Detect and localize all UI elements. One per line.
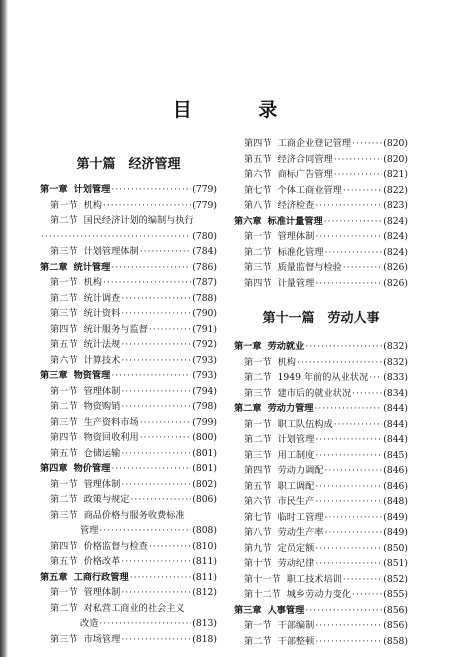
entry-title: 工商企业登记管理 [277,138,352,149]
entry-page-number: (784) [192,246,217,257]
section-entry[interactable] [40,632,217,648]
entry-page-number: (844) [383,434,408,445]
entry-title: 统计资料 [83,308,121,319]
leader-dots [315,229,382,245]
section-entry[interactable] [234,417,408,433]
section-entry[interactable] [40,353,217,369]
leader-dots [315,494,382,510]
entry-title: 价格监督与检查 [83,540,148,552]
entry-page-number: (848) [383,496,408,507]
chapter-entry[interactable] [234,214,408,230]
entry-page-number: (787) [192,277,217,288]
entry-label: 第二节 [50,292,78,304]
entry-page-number: (844) [383,403,408,414]
leader-dots [121,632,191,648]
entry-title: 管理体制 [277,231,315,242]
entry-label: 第四节 [50,432,78,443]
section-entry[interactable] [40,508,217,524]
section-entry[interactable] [234,198,408,214]
entry-page-number: (826) [383,277,408,289]
section-entry[interactable] [40,306,217,322]
entry-page-number: (802) [192,478,217,490]
section-entry[interactable] [40,585,217,601]
leader-dots [121,585,191,601]
section-entry[interactable] [234,448,408,464]
entry-page-number: (812) [192,587,217,598]
entry-title: 干部编制 [277,620,315,631]
section-entry[interactable] [234,510,408,526]
chapter-entry[interactable] [40,260,217,276]
entry-label: 第五章 [40,571,68,583]
entry-label: 第四节 [50,323,78,335]
entry-title: 市场管理 [83,633,121,645]
entry-page-number: (810) [192,540,217,552]
entry-label: 第三节 [50,633,78,645]
leader-dots [325,510,383,526]
entry-page-number: (811) [192,556,217,567]
entry-label: 第五节 [50,556,78,567]
leader-dots [111,260,191,276]
entry-label: 第五节 [50,447,78,459]
section-entry[interactable] [40,291,217,307]
leader-dots [140,415,192,431]
leader-dots [343,260,382,276]
section-entry[interactable] [40,477,217,493]
entry-title: 干部整顿 [277,635,315,647]
entry-label: 第十节 [244,558,272,569]
entry-title: 计量管理 [277,277,315,289]
entry-page-number: (849) [383,511,408,523]
section-entry[interactable] [234,432,408,448]
entry-title: 机构 [83,277,102,288]
entry-page-number: (821) [383,169,408,180]
entry-label: 第六章 [234,215,262,227]
entry-page-number: (780) [192,230,217,242]
entry-continuation[interactable] [40,229,217,245]
entry-title: 经济检查 [277,200,315,211]
entry-label: 第一节 [244,620,272,631]
section-entry[interactable] [40,322,217,338]
entry-title: 管理体制 [83,478,121,490]
entry-label: 第二节 [244,635,272,647]
entry-title: 质量监督与检验 [277,262,342,273]
leader-dots [343,183,382,199]
entry-label: 第二节 [50,215,78,226]
entry-label: 第二节 [244,246,272,258]
entry-page-number: (851) [383,558,408,569]
chapter-entry[interactable] [40,182,217,198]
entry-label: 第十一节 [244,573,281,585]
entry-label: 第二节 [50,401,78,412]
entry-label: 第二章 [40,261,68,273]
leader-dots [121,291,191,307]
entry-title: 物资购销 [83,401,121,412]
section-entry[interactable] [234,370,408,386]
entry-page-number: (846) [383,480,408,492]
leader-dots [140,430,192,446]
entry-title: 个体工商业管理 [277,184,342,196]
entry-title: 物价管理 [73,463,111,474]
entry-page-number: (856) [383,620,408,631]
entry-label: 第二节 [50,494,78,505]
entry-title: 计划管理体制 [83,246,139,257]
chapter-entry[interactable] [234,603,408,619]
entry-title: 管理体制 [83,587,121,598]
leader-dots [315,556,382,572]
leader-dots [111,461,191,477]
leader-dots [315,401,383,417]
entry-label: 第五节 [244,153,272,165]
entry-page-number: (849) [383,527,408,538]
entry-page-number: (813) [192,618,217,629]
leader-dots [305,339,382,355]
leader-dots [315,634,382,650]
section-entry[interactable] [40,492,217,508]
entry-page-number: (788) [192,292,217,304]
entry-page-number: (791) [192,323,217,335]
section-entry[interactable] [234,494,408,510]
entry-label: 第三节 [50,246,78,257]
entry-page-number: (822) [383,184,408,196]
leader-dots [315,479,382,495]
leader-dots [352,386,382,402]
section-entry[interactable] [234,355,408,371]
entry-title: 计划管理 [277,434,315,445]
leader-dots [103,198,191,214]
entry-label: 第八节 [244,527,272,538]
entry-page-number: (786) [192,261,217,273]
leader-dots [103,275,191,291]
entry-title: 物资管理 [73,370,111,381]
entry-title: 统计法规 [83,339,121,350]
section-entry[interactable] [234,167,408,183]
entry-title: 商标广告管理 [277,169,333,180]
entry-page-number: (779) [192,184,217,195]
entry-title: 劳动纪律 [277,558,315,569]
entry-page-number: (792) [192,339,217,350]
entry-page-number: (832) [383,356,408,368]
chapter-entry[interactable] [40,461,217,477]
part-heading: 第十篇 经济管理 [76,157,181,172]
entry-title: 人事管理 [267,604,305,616]
leader-dots [149,322,191,338]
entry-page-number: (790) [192,308,217,319]
leader-dots [121,399,191,415]
entry-title: 生产资料市场 [83,416,139,428]
leader-dots [352,587,382,603]
section-entry[interactable] [40,446,217,462]
entry-title: 商品价格与服务收费标准 [83,509,185,521]
entry-label: 第一节 [244,418,272,430]
entry-page-number: (833) [383,372,408,383]
entry-label: 第十二节 [244,589,281,600]
entry-page-number: (826) [383,262,408,273]
entry-page-number: (798) [192,401,217,412]
leader-dots [315,618,382,634]
entry-page-number: (824) [383,215,408,227]
section-entry[interactable] [234,479,408,495]
entry-page-number: (799) [192,416,217,428]
entry-label: 第八节 [244,200,272,211]
section-entry[interactable] [234,229,408,245]
entry-title: 管理 [80,525,99,536]
entry-page-number: (824) [383,246,408,258]
leader-dots [324,214,383,230]
entry-page-number: (824) [383,231,408,242]
entry-label: 第一节 [244,356,272,368]
entry-continuation[interactable] [40,616,217,632]
section-entry[interactable] [40,244,217,260]
entry-page-number: (845) [383,449,408,461]
entry-label: 第七节 [244,184,272,196]
entry-label: 第六节 [50,354,78,366]
entry-title: 市民生产 [277,496,315,507]
toc-left-column [40,148,217,647]
section-entry[interactable] [40,601,217,617]
entry-label: 第三节 [244,449,272,461]
entry-label: 第六节 [244,496,272,507]
leader-dots [121,337,191,353]
entry-title: 城乡劳动力变化 [286,589,352,600]
toc-title: 目 录 [172,99,308,121]
entry-page-number: (820) [383,138,408,149]
entry-title: 统计服务与监督 [83,323,148,335]
entry-page-number: (806) [192,494,217,505]
entry-title: 职工调配 [277,480,315,492]
entry-page-number: (844) [383,418,408,430]
entry-title: 标准化管理 [277,246,324,258]
leader-dots [305,603,382,619]
entry-page-number: (793) [192,370,217,381]
leader-dots [140,244,192,260]
section-entry[interactable] [40,213,217,229]
entry-label: 第四节 [244,138,272,149]
entry-label: 第三节 [50,308,78,319]
entry-title: 劳动生产率 [277,527,324,538]
leader-dots [121,477,191,493]
leader-dots [121,554,191,570]
entry-page-number: (850) [383,542,408,554]
leader-dots [41,229,191,245]
entry-page-number: (820) [383,153,408,165]
leader-dots [111,182,191,198]
entry-label: 第二章 [234,403,262,414]
entry-label: 第一节 [50,277,78,288]
entry-title: 国民经济计划的编制与执行 [83,215,194,226]
entry-title: 管理体制 [83,385,121,397]
section-entry[interactable] [40,198,217,214]
section-entry[interactable] [40,337,217,353]
entry-label: 第六节 [244,169,272,180]
entry-title: 政策与规定 [83,494,130,505]
entry-label: 第一章 [40,184,68,195]
leader-dots [121,353,191,369]
section-entry[interactable] [40,554,217,570]
entry-label: 第四节 [244,277,272,289]
leader-dots [149,539,191,555]
entry-page-number: (779) [192,199,217,211]
entry-page-number: (818) [192,633,217,645]
entry-label: 第一节 [50,478,78,490]
entry-label: 第二节 [50,602,78,614]
entry-page-number: (858) [383,635,408,647]
entry-title: 建市后的就业状况 [277,387,352,399]
entry-title: 定员定额 [277,542,315,554]
entry-page-number: (856) [383,604,408,616]
entry-title: 劳动就业 [267,341,305,352]
section-entry[interactable] [234,572,408,588]
entry-label: 第二节 [244,372,272,383]
entry-page-number: (801) [192,463,217,474]
entry-page-number: (834) [383,387,408,399]
chapter-entry[interactable] [234,339,408,355]
leader-dots [315,198,382,214]
entry-label: 第七节 [244,511,272,523]
entry-title: 经济合同管理 [277,153,333,165]
section-entry[interactable] [40,539,217,555]
section-entry[interactable] [40,430,217,446]
entry-label: 第九节 [244,542,272,554]
entry-title: 计划管理 [73,184,111,195]
leader-dots [131,492,192,508]
section-entry[interactable] [234,541,408,557]
section-entry[interactable] [40,415,217,431]
leader-dots [352,136,382,152]
chapter-entry[interactable] [40,368,217,384]
entry-label: 第五节 [50,339,78,350]
entry-page-number: (793) [192,354,217,366]
entry-title: 计算技术 [83,354,121,366]
entry-page-number: (800) [192,432,217,443]
entry-label: 第四章 [40,463,68,474]
leader-dots [325,525,383,541]
entry-label: 第三章 [234,604,262,616]
leader-dots [111,368,191,384]
entry-label: 第一章 [234,341,262,352]
entry-title: 标准计量管理 [267,215,323,227]
leader-dots [99,523,191,539]
leader-dots [121,446,191,462]
leader-dots [325,463,383,479]
entry-title: 仓储运输 [83,447,121,459]
entry-title: 统计管理 [73,261,111,273]
entry-label: 第五节 [244,480,272,492]
leader-dots [315,432,382,448]
entry-label: 第一节 [50,385,78,397]
entry-title: 1949 年前的从业状况 [277,372,369,383]
part-heading: 第十一篇 劳动人事 [262,311,380,326]
section-entry[interactable] [234,587,408,603]
leader-dots [121,306,191,322]
entry-title: 改造 [80,618,99,629]
entry-page-number: (832) [383,341,408,352]
section-entry[interactable] [234,634,408,650]
entry-title: 职工技术培训 [286,573,342,585]
entry-title: 劳动力调配 [277,465,324,476]
section-entry[interactable] [234,556,408,572]
section-entry[interactable] [234,136,408,152]
entry-label: 第一节 [244,231,272,242]
entry-label: 第三节 [244,387,272,399]
entry-page-number: (808) [192,525,217,536]
entry-label: 第四节 [50,540,78,552]
section-entry[interactable] [234,245,408,261]
entry-label: 第四节 [244,465,272,476]
entry-page-number: (846) [383,465,408,476]
section-entry[interactable] [234,152,408,168]
entry-page-number: (794) [192,385,217,397]
leader-dots [315,448,382,464]
entry-label: 第一节 [50,199,78,211]
leader-dots [334,417,383,433]
leader-dots [315,276,382,292]
leader-dots [334,167,383,183]
section-entry[interactable] [40,384,217,400]
leader-dots [130,570,192,586]
entry-title: 劳动力管理 [267,403,314,414]
leader-dots [343,572,382,588]
chapter-entry[interactable] [234,401,408,417]
section-entry[interactable] [234,276,408,292]
entry-page-number: (811) [192,571,217,583]
toc-right-column [234,136,408,649]
entry-label: 第三节 [244,262,272,273]
entry-page-number: (855) [383,589,408,600]
entry-continuation[interactable] [40,523,217,539]
entry-title: 机构 [83,199,102,211]
entry-label: 第二节 [244,434,272,445]
entry-page-number: (801) [192,447,217,459]
section-entry[interactable] [40,275,217,291]
leader-dots [325,245,383,261]
entry-label: 第三节 [50,509,78,521]
leader-dots [369,370,382,386]
entry-title: 职工队伍构成 [277,418,333,430]
entry-title: 用工制度 [277,449,315,461]
entry-label: 第一节 [50,587,78,598]
leader-dots [99,616,191,632]
entry-title: 对私营工商业的社会主义 [83,602,185,614]
leader-dots [121,384,191,400]
section-entry[interactable] [40,399,217,415]
leader-dots [334,152,383,168]
chapter-entry[interactable] [40,570,217,586]
entry-title: 统计调查 [83,292,121,304]
entry-page-number: (823) [383,200,408,211]
section-entry[interactable] [234,463,408,479]
leader-dots [297,355,382,371]
section-entry[interactable] [234,618,408,634]
entry-title: 临时工管理 [277,511,324,523]
entry-title: 价格改革 [83,556,121,567]
section-entry[interactable] [234,525,408,541]
leader-dots [315,541,382,557]
section-entry[interactable] [234,260,408,276]
entry-title: 物资回收利用 [83,432,139,443]
section-entry[interactable] [234,386,408,402]
entry-title: 工商行政管理 [73,571,129,583]
entry-page-number: (852) [383,573,408,585]
entry-label: 第三节 [50,416,78,428]
entry-label: 第三章 [40,370,68,381]
entry-title: 机构 [277,356,296,368]
section-entry[interactable] [234,183,408,199]
